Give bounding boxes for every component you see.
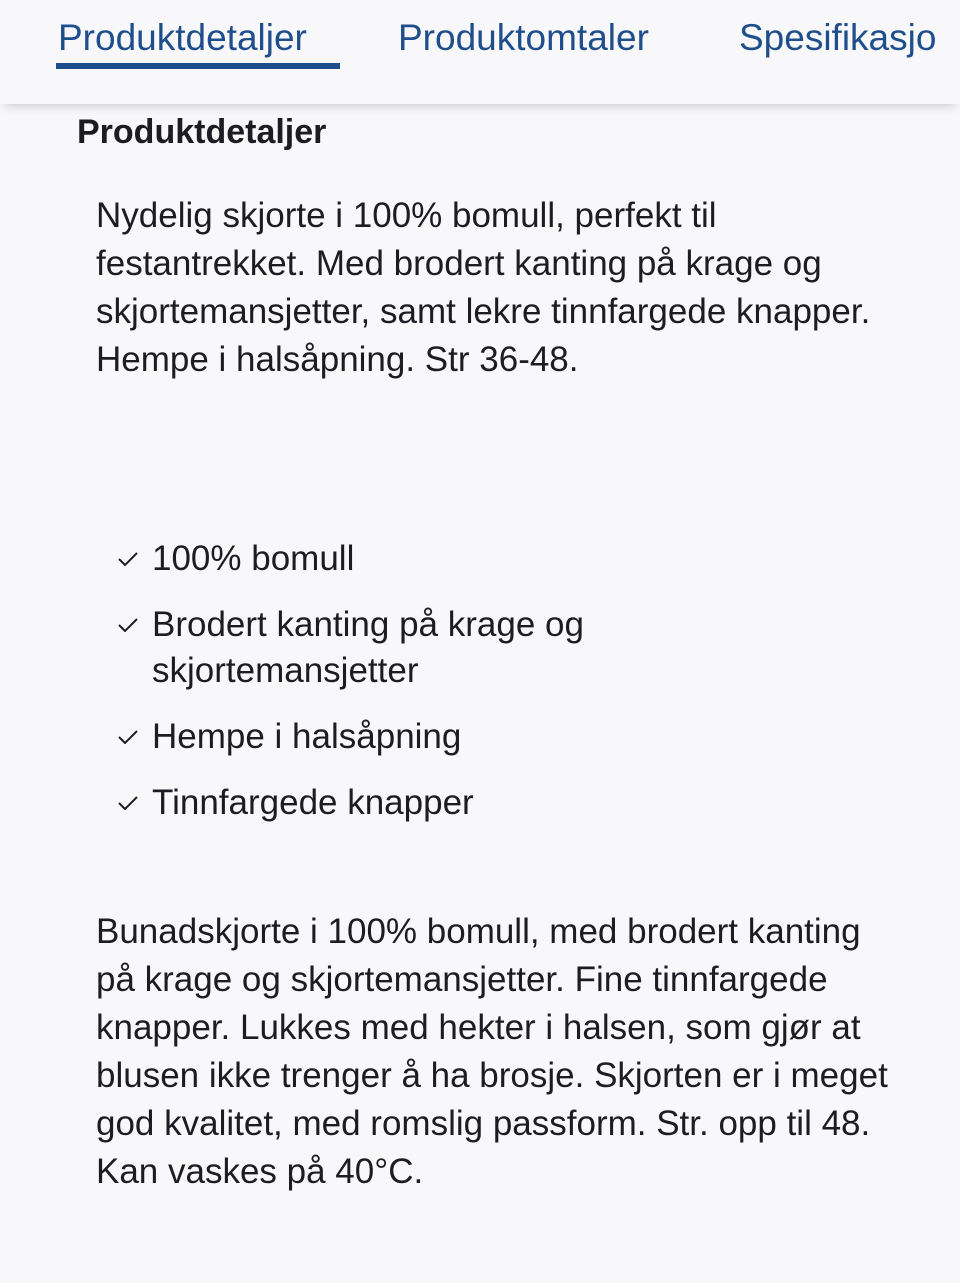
feature-text: Tinnfargede knapper bbox=[152, 783, 474, 822]
tab-produktdetaljer[interactable]: Produktdetaljer bbox=[58, 17, 307, 58]
feature-item bbox=[96, 780, 796, 826]
active-tab-indicator bbox=[56, 63, 340, 69]
checkmark-icon bbox=[118, 730, 138, 744]
checkmark-icon bbox=[118, 796, 138, 810]
tab-bar bbox=[0, 0, 960, 104]
feature-item bbox=[96, 536, 796, 582]
tab-produktomtaler[interactable]: Produktomtaler bbox=[398, 17, 649, 58]
feature-list bbox=[96, 536, 796, 846]
description-paragraph: Bunadskjorte i 100% bomull, med brodert kanting på krage og skjortemansjetter. Fine tinnfargede knapper. Lukkes med hekter i halsen, som gjør at blusen ikke trenger å ha brosje. Skjorten er i meget god kvalitet, med romslig passform. Str. opp til 48. Kan vaskes på 40°C. bbox=[96, 912, 888, 1191]
feature-text: 100% bomull bbox=[152, 539, 355, 578]
section-title: Produktdetaljer bbox=[77, 113, 327, 151]
feature-text: Hempe i halsåpning bbox=[152, 717, 462, 756]
tab-spesifikasjoner[interactable]: Spesifikasjo bbox=[739, 17, 937, 58]
checkmark-icon bbox=[118, 618, 138, 632]
intro-paragraph: Nydelig skjorte i 100% bomull, perfekt til festantrekket. Med brodert kanting på krage og skjortemansjetter, samt lekre tinnfargede knapper. Hempe i halsåpning. Str 36-48. bbox=[96, 196, 871, 379]
feature-item bbox=[96, 602, 796, 694]
checkmark-icon bbox=[118, 552, 138, 566]
feature-text: Brodert kanting på krage og skjortemansjetter bbox=[152, 605, 584, 690]
feature-item bbox=[96, 714, 796, 760]
